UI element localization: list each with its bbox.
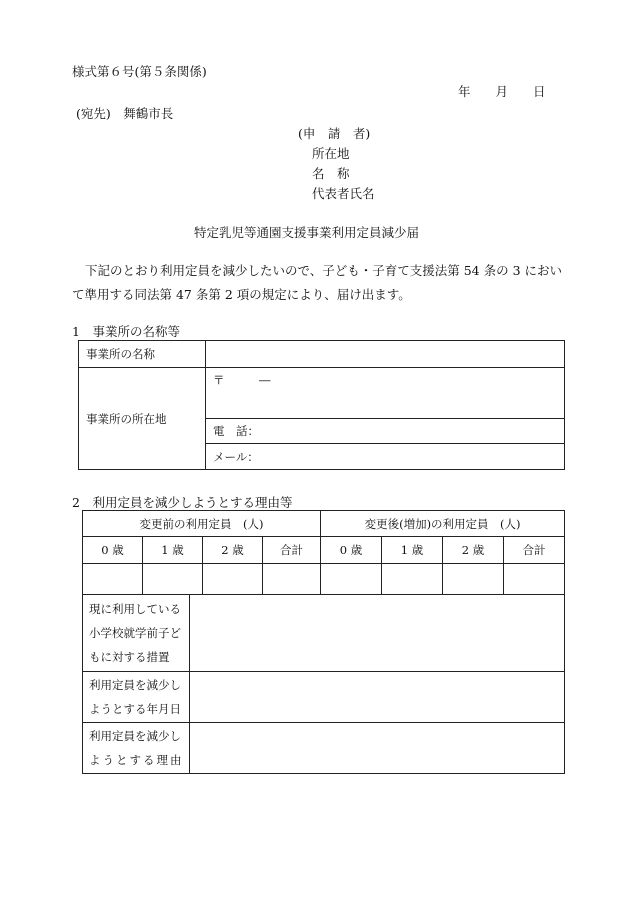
- col-age2-before: 2 歳: [203, 537, 263, 564]
- measures-field[interactable]: [190, 595, 565, 672]
- input-age0-after[interactable]: [321, 564, 382, 595]
- reduction-reason-label-line: ようとする理由: [89, 753, 184, 767]
- applicant-heading: (申 請 者): [298, 126, 371, 141]
- input-total-after[interactable]: [504, 564, 565, 595]
- reduction-date-label: [83, 672, 190, 723]
- after-capacity-header: 変更後(増加)の利用定員 (人): [321, 511, 565, 537]
- document-title: 特定乳児等通園支援事業利用定員減少届: [194, 225, 420, 240]
- applicant-name-label: 名 称: [312, 166, 350, 181]
- col-age1-after: 1 歳: [382, 537, 443, 564]
- reduction-reason-label: [83, 723, 190, 774]
- postal-code-field[interactable]: 〒 ―: [206, 368, 565, 419]
- measures-label-line: 現に利用している: [89, 602, 181, 616]
- form-number: 様式第６号(第５条関係): [72, 64, 207, 79]
- measures-label-line: 小学校就学前子ど: [89, 626, 181, 640]
- measures-label-line: もに対する措置: [89, 650, 170, 664]
- reduction-date-label-line: 利用定員を減少し: [89, 678, 181, 692]
- applicant-representative-label: 代表者氏名: [312, 186, 375, 201]
- reduction-reason-field[interactable]: [190, 723, 565, 774]
- measures-label: [83, 595, 190, 672]
- input-age1-before[interactable]: [143, 564, 203, 595]
- input-age2-before[interactable]: [203, 564, 263, 595]
- reduction-date-field[interactable]: [190, 672, 565, 723]
- section1-heading: 1 事業所の名称等: [72, 324, 180, 339]
- reduction-date-label-line: ようとする年月日: [89, 702, 181, 716]
- col-total-after: 合計: [504, 537, 565, 564]
- col-total-before: 合計: [263, 537, 321, 564]
- applicant-address-label: 所在地: [312, 146, 350, 161]
- intro-paragraph: 下記のとおり利用定員を減少したいので、子ども・子育て支援法第 54 条の 3 において準用する同法第 47 条第 2 項の規定により、届け出ます。: [72, 263, 563, 302]
- facility-address-label: 事業所の所在地: [79, 368, 206, 470]
- section2-heading: 2 利用定員を減少しようとする理由等: [72, 495, 293, 510]
- reduction-reason-label-line: 利用定員を減少し: [89, 729, 181, 743]
- input-age1-after[interactable]: [382, 564, 443, 595]
- before-capacity-header: 変更前の利用定員 (人): [83, 511, 321, 537]
- col-age0-before: 0 歳: [83, 537, 143, 564]
- phone-field[interactable]: 電 話：: [206, 419, 565, 444]
- reason-table: [82, 594, 565, 774]
- facility-table: [78, 340, 565, 470]
- input-age2-after[interactable]: [443, 564, 504, 595]
- input-total-before[interactable]: [263, 564, 321, 595]
- col-age1-before: 1 歳: [143, 537, 203, 564]
- facility-name-label: 事業所の名称: [79, 341, 206, 368]
- capacity-table: [82, 510, 565, 595]
- facility-name-field[interactable]: [206, 341, 565, 368]
- input-age0-before[interactable]: [83, 564, 143, 595]
- addressee: (宛先) 舞鶴市長: [76, 106, 174, 121]
- col-age2-after: 2 歳: [443, 537, 504, 564]
- col-age0-after: 0 歳: [321, 537, 382, 564]
- date-line: 年 月 日: [458, 84, 546, 99]
- email-field[interactable]: メール：: [206, 444, 565, 470]
